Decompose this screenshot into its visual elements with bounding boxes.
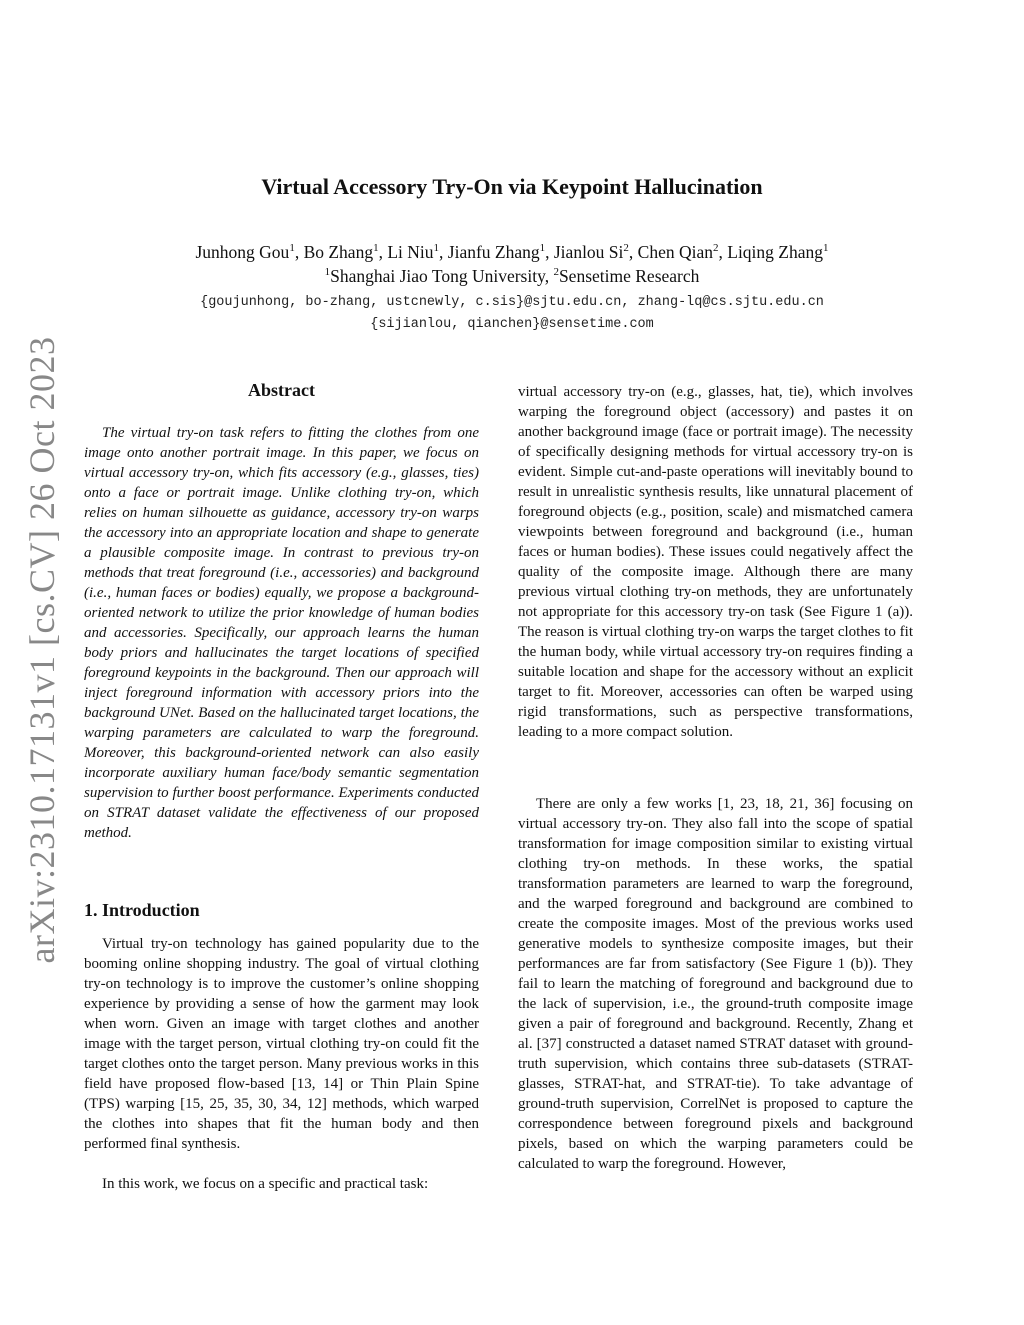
abstract-heading: Abstract: [248, 380, 315, 400]
affiliation-mark: 1: [373, 242, 379, 254]
abstract-text: The virtual try-on task refers to fitting the clothes from one image onto another portrait image. In this paper, we focus on virtual accessory try-on, which fits accessory (e.g., glasses, ties) onto a face or portrait image. Unlike clothing try-on, which relies on human silhouette as guidance, accessory try-on warps the accessory into an appropriate location and shape to generate a plausible composite image. In contrast to previous try-on methods that treat foreground (i.e., accessories) and background (i.e., human faces or bodies) equally, we propose a background-oriented network to utilize the prior knowledge of human bodies and accessories. Specifically, our approach learns the human body priors and hallucinates the target locations of specified foreground keypoints in the background. Then our approach will inject foreground information with accessory priors into the background UNet. Based on the hallucinated target locations, the warping parameters are calculated to warp the foreground. Moreover, this background-oriented network can also easily incorporate auxiliary human face/body semantic segmentation supervision to further boost performance. Experiments conducted on STRAT dataset validate the effectiveness of our proposed method.: [84, 425, 479, 841]
affiliation-mark: 2: [623, 242, 629, 254]
introduction-heading: 1. Introduction: [84, 900, 200, 920]
body-paragraph: Virtual try-on technology has gained popularity due to the booming online shopping industry. The goal of virtual clothing try-on technology is to improve the customer’s online shopping experience by providing a sense of how the garment may look when worn. Given an image with target clothes and another image with the target person, virtual clothing try-on could fit the target clothes onto the target person. Many previous works in this field have proposed flow-based [13, 14] or Thin Plain Spine (TPS) warping [15, 25, 35, 30, 34, 12] methods, which warped the clothes into shapes that fit the human body and then performed final synthesis.: [84, 936, 479, 1152]
affiliation-mark: 2: [713, 242, 719, 254]
paper-title: Virtual Accessory Try-On via Keypoint Hallucination: [261, 174, 763, 199]
author-name: , Chen Qian: [628, 242, 713, 262]
arxiv-identifier: arXiv:2310.17131v1 [cs.CV] 26 Oct 2023: [22, 336, 62, 964]
author-name: Junhong Gou: [195, 242, 290, 262]
affiliation-name: Shanghai Jiao Tong University,: [330, 266, 554, 286]
affiliation-mark: 1: [324, 266, 331, 278]
email-line: {goujunhong, bo-zhang, ustcnewly, c.sis}@sjtu.edu.cn, zhang-lq@cs.sjtu.edu.cn: [200, 295, 824, 310]
email-line: {sijianlou, qianchen}@sensetime.com: [370, 317, 654, 332]
author-name: , Liqing Zhang: [718, 242, 823, 262]
author-list: [0, 240, 1024, 264]
email-block: [0, 292, 1024, 336]
body-paragraph: There are only a few works [1, 23, 18, 21, 36] focusing on virtual accessory try-on. They also fall into the scope of spatial transformation for image composition similar to existing virtual clothing try-on methods. In these works, the spatial transformation parameters are learned to warp the foreground, and the warped foreground and background are combined to create the composite images. Most of the previous works used generative models to synthesize composite images, but their performances are far from satisfactory (See Figure 1 (b)). They fail to learn the matching of foreground and background due to the lack of supervision, i.e., the ground-truth composite image given a pair of foreground and background. Recently, Zhang et al. [37] constructed a dataset named STRAT dataset with ground-truth supervision, which contains three sub-datasets (STRAT-glasses, STRAT-hat, and STRAT-tie). To take advantage of ground-truth supervision, CorrelNet is proposed to capture the correspondence between foreground pixels and background pixels, based on which the warping parameters could be calculated to warp the foreground. However,: [518, 796, 913, 1172]
affiliation-mark: 1: [823, 242, 829, 254]
body-paragraph: In this work, we focus on a specific and practical task:: [102, 1176, 429, 1192]
author-name: , Jianfu Zhang: [439, 242, 540, 262]
affiliation-mark: 1: [433, 242, 440, 254]
author-name: , Bo Zhang: [294, 242, 374, 262]
author-name: , Li Niu: [378, 242, 434, 262]
affiliation-mark: 1: [539, 242, 546, 254]
author-name: , Jianlou Si: [545, 242, 624, 262]
affiliation-list: [0, 264, 1024, 288]
affiliation-name: Sensetime Research: [558, 266, 700, 286]
author-block: [0, 240, 1024, 288]
affiliation-mark: 2: [553, 266, 559, 278]
affiliation-mark: 1: [289, 242, 295, 254]
body-paragraph: virtual accessory try-on (e.g., glasses, hat, tie), which involves warping the foreground object (accessory) and pastes it on another background image (face or portrait image). The necessity of specifically designing methods for virtual accessory try-on is evident. Simple cut-and-paste operations will inevitably bound to result in unrealistic synthesis results, like unnatural placement of foreground objects (e.g., position, scale) and mismatched camera viewpoints between foreground and background (i.e., human faces or human bodies). These issues could negatively affect the quality of the composite image. Although there are many previous virtual clothing try-on methods, they are unfortunately not appropriate for this accessory try-on task (See Figure 1 (a)). The reason is virtual clothing try-on warps the target clothes to fit the human body, while virtual accessory try-on requires finding a suitable location and shape for the accessory without an explicit target to fit. Moreover, accessories can often be warped using rigid transformations, such as perspective transformations, leading to a more compact solution.: [518, 384, 913, 740]
